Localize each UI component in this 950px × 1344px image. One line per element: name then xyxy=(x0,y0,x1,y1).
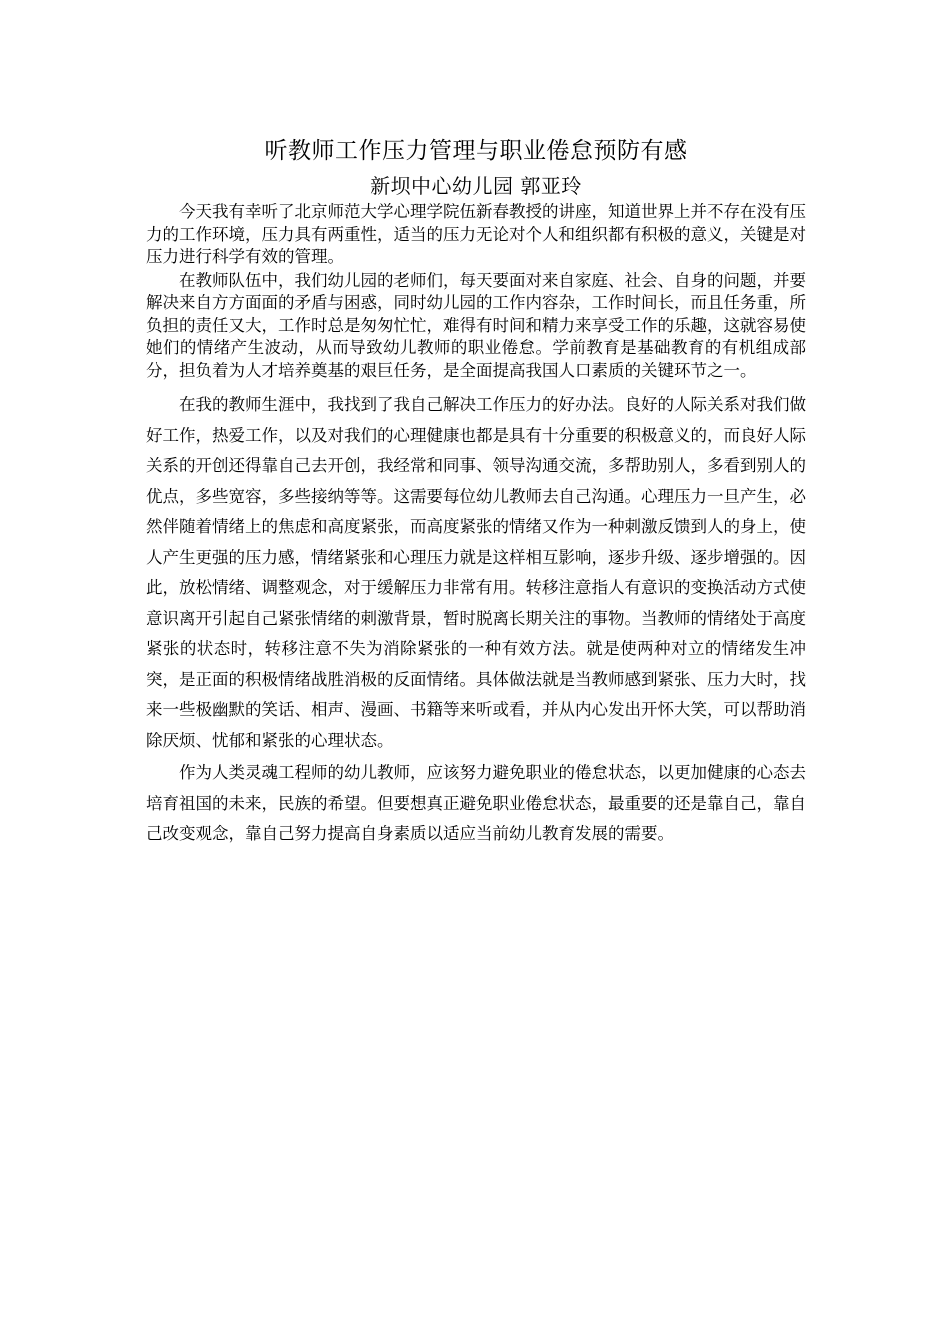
document-body xyxy=(146,131,806,850)
paragraph-2: 在教师队伍中，我们幼儿园的老师们，每天要面对来自家庭、社会、自身的问题，并要解决来自方方面面的矛盾与困惑，同时幼儿园的工作内容杂，工作时间长，而且任务重，所负担的责任又大，工作时总是匆匆忙忙，难得有时间和精力来享受工作的乐趣，这就容易使她们的情绪产生波动，从而导致幼儿教师的职业倦怠。学前教育是基础教育的有机组成部分，担负着为人才培养奠基的艰巨任务，是全面提高我国人口素质的关键环节之一。 xyxy=(146,270,806,380)
paragraph-3: 在我的教师生涯中，我找到了我自己解决工作压力的好办法。良好的人际关系对我们做好工作，热爱工作，以及对我们的心理健康也都是具有十分重要的积极意义的，而良好人际关系的开创还得靠自己去开创，我经常和同事、领导沟通交流，多帮助别人，多看到别人的优点，多些宽容，多些接纳等等。这需要每位幼儿教师去自己沟通。心理压力一旦产生，必然伴随着情绪上的焦虑和高度紧张，而高度紧张的情绪又作为一种刺激反馈到人的身上，使人产生更强的压力感，情绪紧张和心理压力就是这样相互影响，逐步升级、逐步增强的。因此，放松情绪、调整观念，对于缓解压力非常有用。转移注意指人有意识的变换活动方式使意识离开引起自己紧张情绪的刺激背景，暂时脱离长期关注的事物。当教师的情绪处于高度紧张的状态时，转移注意不失为消除紧张的一种有效方法。就是使两种对立的情绪发生冲突，是正面的积极情绪战胜消极的反面情绪。具体做法就是当教师感到紧张、压力大时，找来一些极幽默的笑话、相声、漫画、书籍等来听或看，并从内心发出开怀大笑，可以帮助消除厌烦、忧郁和紧张的心理状态。 xyxy=(146,395,806,750)
paragraph-1: 今天我有幸听了北京师范大学心理学院伍新春教授的讲座，知道世界上并不存在没有压力的工作环境，压力具有两重性，适当的压力无论对个人和组织都有积极的意义，关键是对压力进行科学有效的管理。 xyxy=(146,202,806,266)
document-author: 新坝中心幼儿园 郭亚玲 xyxy=(370,174,582,198)
document-title: 听教师工作压力管理与职业倦怠预防有感 xyxy=(264,138,688,164)
paragraph-4: 作为人类灵魂工程师的幼儿教师，应该努力避免职业的倦怠状态，以更加健康的心态去培育祖国的未来，民族的希望。但要想真正避免职业倦怠状态，最重要的还是靠自己，靠自己改变观念，靠自己努力提高自身素质以适应当前幼儿教育发展的需要。 xyxy=(146,763,806,843)
